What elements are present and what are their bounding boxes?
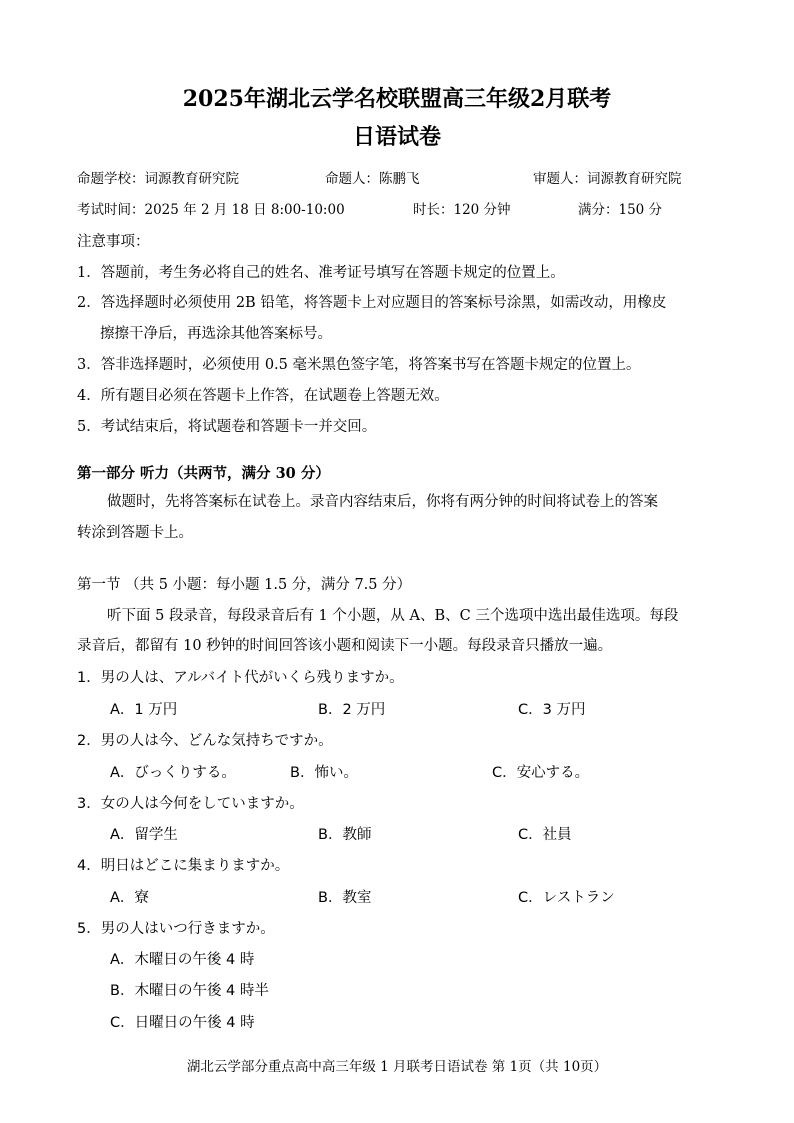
option-b: B．教師 <box>318 827 372 843</box>
question-text: 3．女の人は今何をしていますか。 <box>77 796 304 812</box>
note-item: 4．所有题目必须在答题卡上作答，在试题卷上答题无效。 <box>77 388 449 404</box>
note-item: 擦擦干净后，再选涂其他答案标号。 <box>100 326 332 342</box>
option-c: C．社員 <box>518 827 572 843</box>
page-footer: 湖北云学部分重点高中高三年级 1 月联考日语试卷 第 1页（共 10页） <box>186 1059 608 1075</box>
meta-author: 命题人：陈鹏飞 <box>325 171 420 187</box>
meta-time: 考试时间：2025 年 2 月 18 日 8:00-10:00 <box>77 202 345 218</box>
note-item: 2．答选择题时必须使用 2B 铅笔，将答题卡上对应题目的答案标号涂黑，如需改动，用橡皮 <box>77 295 667 311</box>
note-item: 5．考试结束后，将试题卷和答题卡一并交回。 <box>77 419 377 435</box>
question-text: 1．男の人は、アルバイト代がいくら残りますか。 <box>77 670 404 686</box>
question-text: 5．男の人はいつ行きますか。 <box>77 921 275 937</box>
option-c: C．日曜日の午後 4 時 <box>110 1015 255 1031</box>
option-c: C．安心する。 <box>492 765 590 781</box>
meta-reviewer: 审题人：词源教育研究院 <box>533 171 682 187</box>
option-b: B．2 万円 <box>318 702 386 718</box>
notes-heading: 注意事项： <box>77 234 150 250</box>
question-text: 4．明日はどこに集まりますか。 <box>77 858 290 874</box>
option-a: A．1 万円 <box>110 702 178 718</box>
meta-score: 满分：150 分 <box>578 202 663 218</box>
option-a: A．寮 <box>110 890 149 906</box>
note-item: 3．答非选择题时，必须使用 0.5 毫米黑色签字笔，将答案书写在答题卡规定的位置上。 <box>77 357 641 373</box>
option-c: C．3 万円 <box>518 702 586 718</box>
exam-subtitle: 日语试卷 <box>352 124 441 150</box>
exam-title: 2025年湖北云学名校联盟高三年级2月联考 <box>182 86 612 112</box>
section1-intro: 录音后，都留有 10 秒钟的时间回答该小题和阅读下一小题。每段录音只播放一遍。 <box>77 638 613 654</box>
part1-intro: 转涂到答题卡上。 <box>77 525 193 541</box>
option-a: A．びっくりする。 <box>110 765 236 781</box>
section1-heading: 第一节 （共 5 小题：每小题 1.5 分，满分 7.5 分） <box>77 577 412 593</box>
section1-intro: 听下面 5 段录音，每段录音后有 1 个小题，从 A、B、C 三个选项中选出最佳选项。每段 <box>107 608 679 624</box>
question-text: 2．男の人は今、どんな気持ちですか。 <box>77 733 333 749</box>
option-a: A．木曜日の午後 4 時 <box>110 952 255 968</box>
option-a: A．留学生 <box>110 827 178 843</box>
meta-school: 命题学校：词源教育研究院 <box>77 171 239 187</box>
note-item: 1．答题前，考生务必将自己的姓名、准考证号填写在答题卡规定的位置上。 <box>77 265 565 281</box>
option-b: B．怖い。 <box>290 765 358 781</box>
part1-intro: 做题时，先将答案标在试卷上。录音内容结束后，你将有两分钟的时间将试卷上的答案 <box>107 494 658 510</box>
meta-duration: 时长：120 分钟 <box>413 202 511 218</box>
option-c: C．レストラン <box>518 890 615 906</box>
option-b: B．木曜日の午後 4 時半 <box>110 983 269 999</box>
part1-heading: 第一部分 听力（共两节，满分 30 分） <box>77 465 330 482</box>
option-b: B．教室 <box>318 890 372 906</box>
